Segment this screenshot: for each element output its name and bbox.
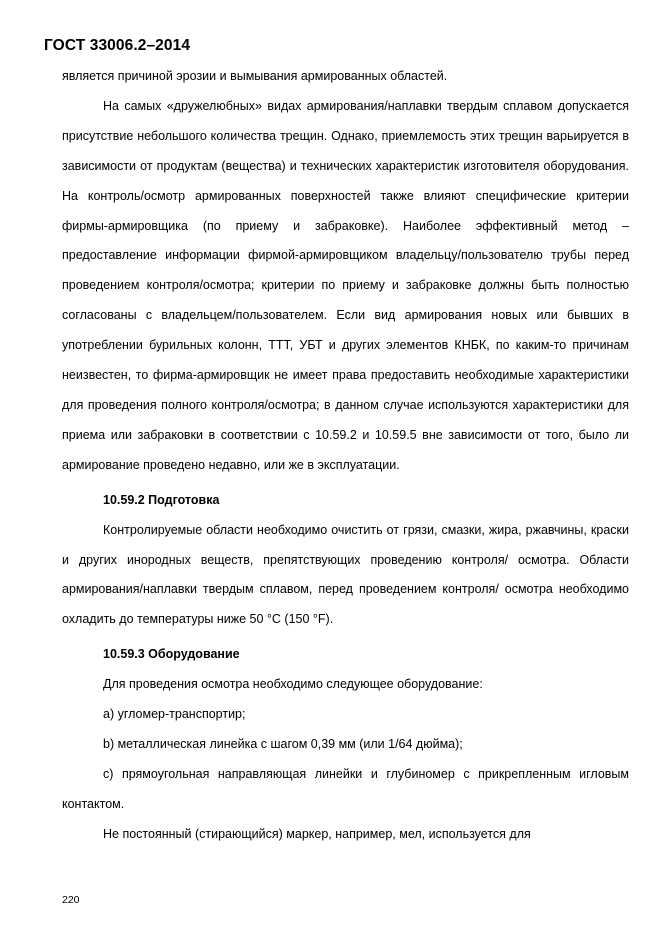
list-item-ruler: b) металлическая линейка с шагом 0,39 мм (или 1/64 дюйма);	[103, 736, 463, 751]
section-heading-equipment: 10.59.3 Оборудование	[103, 647, 240, 662]
section-heading-preparation: 10.59.2 Подготовка	[103, 492, 220, 507]
page-number: 220	[62, 894, 80, 906]
list-item-depth-gauge: с) прямоугольная направляющая линейки и глубиномер с прикрепленным игловым контактом.	[62, 766, 629, 811]
paragraph-hardbanding-cracks: На самых «дружелюбных» видах армирования/наплавки твердым сплавом допускается присутствие небольшого количества трещин. Однако, приемлемость этих трещин варьируется в зависимости от продуктам (вещества) и технических характеристик изготовителя оборудования. На контроль/осмотр армированных поверхностей также влияют специфические критерии фирмы-армировщика (по приему и забраковке). Наиболее эффективный метод – предоставление информации фирмой-армировщиком владельцу/пользователю трубы перед проведением контроля/осмотра; критерии по приему и забраковке должны быть полностью согласованы с владельцем/пользователем. Если вид армирования новых или бывших в употреблении бурильных колонн, ТТТ, УБТ и других элементов КНБК, по каким-то причинам неизвестен, то фирма-армировщик не имеет права предоставить необходимые характеристики для проведения полного контроля/осмотра; в данном случае используются характеристики для приема или забраковки в соответствии с 10.59.2 и 10.59.5 вне зависимости от того, было ли армирование проведено недавно, или же в эксплуатации.	[62, 98, 629, 472]
paragraph-marker: Не постоянный (стирающийся) маркер, например, мел, используется для	[103, 826, 531, 841]
paragraph-erosion: является причиной эрозии и вымывания армированных областей.	[62, 69, 448, 83]
paragraph-preparation: Контролируемые области необходимо очистить от грязи, смазки, жира, ржавчины, краски и других инородных веществ, препятствующих проведению контроля/ осмотра. Области армирования/наплавки твердым сплавом, перед проведением контроля/ осмотра необходимо охладить до температуры ниже 50 °С (150 °F).	[62, 522, 629, 627]
document-code: ГОСТ 33006.2–2014	[44, 37, 191, 54]
paragraph-equipment-intro: Для проведения осмотра необходимо следующее оборудование:	[103, 677, 483, 692]
list-item-protractor: а) угломер-транспортир;	[103, 707, 246, 722]
document-body	[62, 62, 629, 850]
